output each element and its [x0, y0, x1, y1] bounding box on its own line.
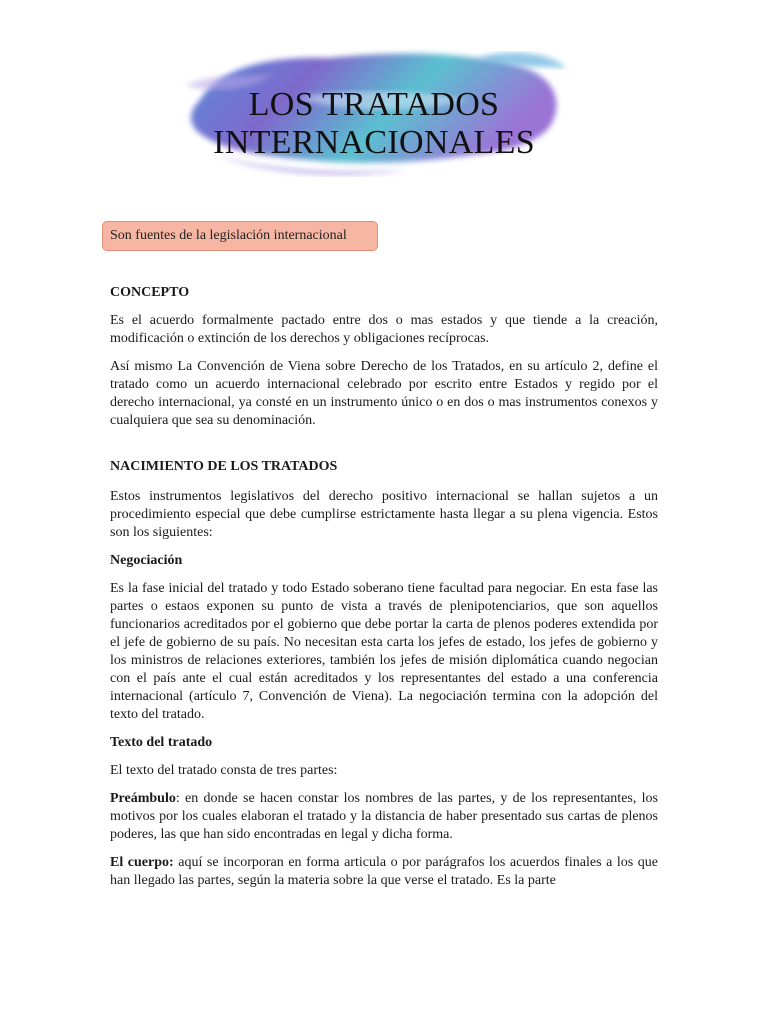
title-line-1: LOS TRATADOS — [248, 86, 500, 123]
concepto-heading: CONCEPTO — [110, 285, 190, 300]
texto-intro: El texto del tratado consta de tres partes: — [110, 763, 338, 778]
document-body — [110, 284, 658, 890]
title-line-2: INTERNACIONALES — [213, 124, 535, 161]
negociacion-paragraph: Es la fase inicial del tratado y todo Estado soberano tiene facultad para negociar. En esta fase las partes o estaos exponen su punto de vista a través de plenipotenciarios, que son aquellos funcionarios acreditados por el gobierno que debe portar la carta de plenos poderes extendida por el jefe de gobierno de su país. No necesitan esta carta los jefes de estado, los jefes de gobierno y los ministros de relaciones exteriores, también los jefes de misión diplomática cuando negocian con el país ante el cual están acreditados y los representantes del estado a una conferencia internacional (artículo 7, Convención de Viena). La negociación termina con la adopción del texto del tratado. — [110, 581, 658, 722]
nacimiento-paragraph: Estos instrumentos legislativos del derecho positivo internacional se hallan sujetos a un procedimiento especial que debe cumplirse estrictamente hasta llegar a su plena vigencia. Estos son los siguientes: — [110, 489, 658, 540]
preambulo-paragraph — [110, 790, 658, 844]
concepto-paragraph-2: Así mismo La Convención de Viena sobre Derecho de los Tratados, en su artículo 2, define el tratado como un acuerdo internacional celebrado por escrito entre Estados y regido por el derecho internacional, ya consté en un instrumento único o en dos o mas instrumentos conexos y cualquiera que sea su denominación. — [110, 359, 658, 428]
preambulo-term: Preámbulo — [110, 791, 176, 806]
page-title — [178, 86, 570, 162]
nacimiento-heading: NACIMIENTO DE LOS TRATADOS — [110, 459, 338, 474]
texto-heading: Texto del tratado — [110, 735, 213, 750]
cuerpo-term: El cuerpo: — [110, 855, 174, 870]
callout-box: Son fuentes de la legislación internacional — [102, 221, 378, 251]
cuerpo-text: aquí se incorporan en forma articula o por parágrafos los acuerdos finales a los que han llegado las partes, según la materia sobre la que verse el tratado. Es la parte — [110, 855, 658, 888]
concepto-paragraph-1: Es el acuerdo formalmente pactado entre dos o mas estados y que tiende a la creación, modificación o extinción de los derechos y obligaciones recíprocas. — [110, 313, 658, 346]
cuerpo-paragraph — [110, 854, 658, 890]
negociacion-heading: Negociación — [110, 553, 183, 568]
preambulo-text: : en donde se hacen constar los nombres de las partes, y de los representantes, los motivos por los cuales elaboran el tratado y la distancia de haber presentado sus cartas de plenos poderes, las que han sido encontradas en legal y dicha forma. — [110, 791, 658, 842]
